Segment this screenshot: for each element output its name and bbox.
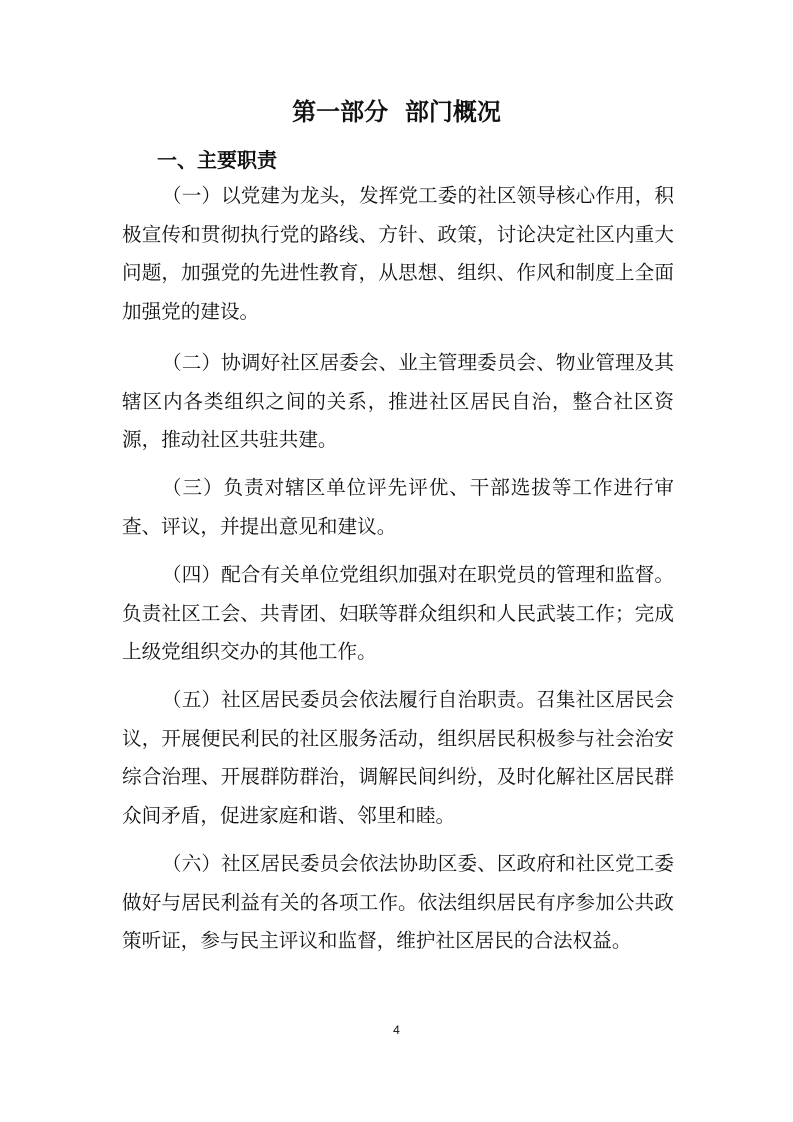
page-title: 第一部分 部门概况 xyxy=(292,98,501,126)
page-number: 4 xyxy=(393,1023,400,1037)
paragraph-3: （三）负责对辖区单位评先评优、干部选拔等工作进行审查、评议，并提出意见和建议。 xyxy=(122,476,674,538)
paragraph-1: （一）以党建为龙头，发挥党工委的社区领导核心作用，积极宣传和贯彻执行党的路线、方针、政策，讨论决定社区内重大问题，加强党的先进性教育，从思想、组织、作风和制度上全面加强党的建设。 xyxy=(122,184,674,324)
paragraph-2: （二）协调好社区居委会、业主管理委员会、物业管理及其辖区内各类组织之间的关系，推进社区居民自治，整合社区资源，推动社区共驻共建。 xyxy=(122,351,674,452)
paragraph-5: （五）社区居民委员会依法履行自治职责。召集社区居民会议，开展便民利民的社区服务活动，组织居民积极参与社会治安综合治理、开展群防群治，调解民间纠纷，及时化解社区居民群众间矛盾，促进家庭和谐、邻里和睦。 xyxy=(122,688,674,828)
paragraph-4: （四）配合有关单位党组织加强对在职党员的管理和监督。负责社区工会、共青团、妇联等群众组织和人民武装工作；完成上级党组织交办的其他工作。 xyxy=(122,563,674,664)
paragraph-6: （六）社区居民委员会依法协助区委、区政府和社区党工委做好与居民利益有关的各项工作。依法组织居民有序参加公共政策听证，参与民主评议和监督，维护社区居民的合法权益。 xyxy=(122,852,674,953)
section-heading: 一、主要职责 xyxy=(157,148,277,172)
